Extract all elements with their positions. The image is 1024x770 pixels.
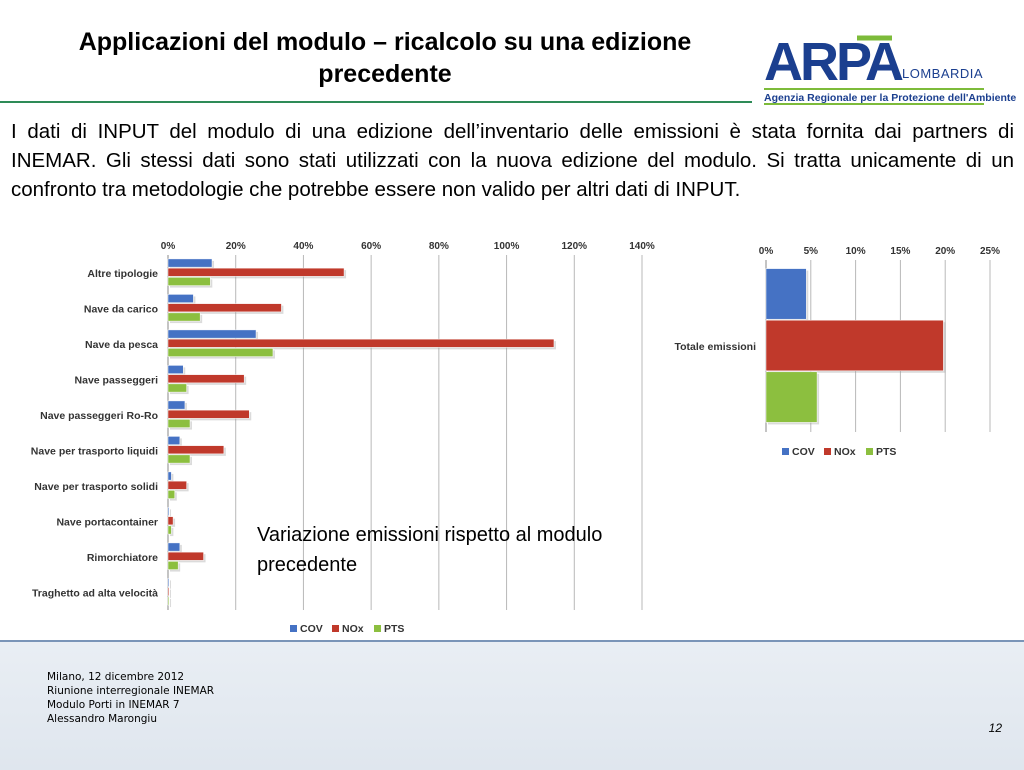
tick-label: 60% <box>361 241 382 252</box>
category-label: Nave da carico <box>83 303 158 316</box>
tick-label: 20% <box>225 241 246 252</box>
footer-line: Alessandro Marongiu <box>47 713 157 725</box>
bar-pts <box>168 526 171 534</box>
slide-body-text: I dati di INPUT del modulo di una edizione dell’inventario delle emissioni è stata fornita dai partners di INEMAR. Gli stessi dati sono stati utilizzati con la nuova edizione del modulo. Si tratta unicamente di un confronto tra metodologie che potrebbe essere non valido per altri dati di INPUT. <box>11 120 1014 201</box>
arpa-logo-region: LOMBARDIA <box>902 66 984 81</box>
bar-pts <box>168 277 210 285</box>
tick-label: 0% <box>160 241 176 252</box>
legend-swatch <box>374 625 381 632</box>
tick-label: 40% <box>293 241 314 252</box>
bar-nox <box>766 320 943 371</box>
legend-swatch <box>290 625 297 632</box>
title-divider <box>0 101 752 103</box>
bar-shadow <box>170 599 171 607</box>
category-label: Totale emissioni <box>674 341 756 353</box>
bar-cov <box>168 436 180 444</box>
bar-pts <box>168 561 178 569</box>
bar-shadow <box>170 590 171 598</box>
legend-label: PTS <box>384 623 405 635</box>
tick-label: 100% <box>493 241 520 252</box>
bar-nox <box>168 481 187 489</box>
tick-label: 10% <box>845 246 866 257</box>
bar-cov <box>168 294 193 302</box>
bar-nox <box>168 410 249 418</box>
tick-label: 80% <box>428 241 449 252</box>
bar-pts <box>168 597 169 605</box>
bar-pts <box>168 455 190 463</box>
bar-nox <box>168 268 344 276</box>
bar-cov <box>168 401 185 409</box>
arpa-logo-mark <box>762 30 986 90</box>
tick-label: 20% <box>935 246 956 257</box>
total-emissions-bar-chart <box>662 240 1012 465</box>
legend-swatch <box>824 448 831 455</box>
bar-cov <box>168 472 171 480</box>
bar-nox <box>168 588 169 596</box>
bar-pts <box>168 384 187 392</box>
category-label: Traghetto ad alta velocità <box>31 587 158 600</box>
slide-title: Applicazioni del modulo – ricalcolo su una edizione precedente <box>78 28 692 88</box>
category-label: Nave per trasporto solidi <box>34 480 158 493</box>
bar-shadow <box>170 580 171 588</box>
page-number: 12 <box>988 721 1002 735</box>
category-label: Rimorchiatore <box>86 551 158 564</box>
bar-cov <box>168 578 169 586</box>
legend-label: NOx <box>834 446 856 458</box>
bar-pts <box>766 372 817 423</box>
bar-pts <box>168 419 190 427</box>
bar-cov <box>168 259 212 267</box>
bar-cov <box>766 269 806 320</box>
category-label: Nave da pesca <box>85 338 158 351</box>
legend-label: COV <box>792 446 815 458</box>
category-label: Nave per trasporto liquidi <box>30 445 158 458</box>
bar-nox <box>168 304 281 312</box>
bar-nox <box>168 552 204 560</box>
category-label: Nave portacontainer <box>56 516 158 529</box>
bar-cov <box>168 507 169 515</box>
bar-nox <box>168 339 554 347</box>
footer-info <box>47 670 214 726</box>
footer-line: Modulo Porti in INEMAR 7 <box>47 699 180 711</box>
legend-label: COV <box>300 623 323 635</box>
bar-cov <box>168 543 180 551</box>
bar-cov <box>168 365 183 373</box>
legend-swatch <box>782 448 789 455</box>
tick-label: 5% <box>803 246 819 257</box>
tick-label: 25% <box>979 246 1001 257</box>
category-label: Nave passeggeri Ro-Ro <box>40 409 158 422</box>
tick-label: 15% <box>890 246 911 257</box>
bar-pts <box>168 490 175 498</box>
tick-label: 0% <box>758 246 774 257</box>
bar-nox <box>168 375 244 383</box>
legend-label: NOx <box>342 623 364 635</box>
category-label: Altre tipologie <box>87 267 158 280</box>
bar-nox <box>168 517 173 525</box>
legend-swatch <box>332 625 339 632</box>
tick-label: 140% <box>629 241 655 252</box>
bar-pts <box>168 348 273 356</box>
bar-nox <box>168 446 224 454</box>
tick-label: 120% <box>561 241 588 252</box>
arpa-logo-letters: ARPA <box>764 32 902 90</box>
logo-subtitle: Agenzia Regionale per la Protezione dell'Ambiente <box>764 88 984 105</box>
footer-line: Milano, 12 dicembre 2012 <box>47 671 185 683</box>
category-label: Nave passeggeri <box>74 374 158 387</box>
legend-label: PTS <box>876 446 897 458</box>
footer-line: Riunione interregionale INEMAR <box>47 685 215 697</box>
bar-pts <box>168 313 200 321</box>
legend-swatch <box>866 448 873 455</box>
chart-caption: Variazione emissioni rispetto al modulo precedente <box>257 524 603 576</box>
bar-cov <box>168 330 256 338</box>
